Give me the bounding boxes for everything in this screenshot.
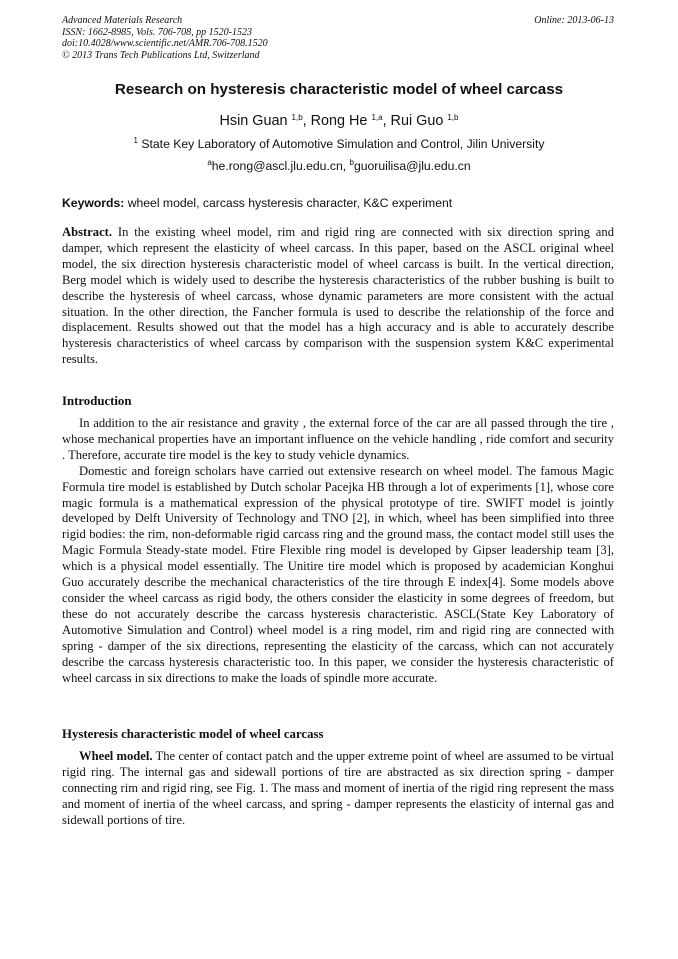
journal-issn: ISSN: 1662-8985, Vols. 706-708, pp 1520-1523 — [62, 26, 252, 38]
author-superscript: 1,b — [291, 113, 303, 122]
online-date: Online: 2013-06-13 — [534, 15, 614, 26]
introduction-heading: Introduction — [62, 394, 132, 408]
copyright-notice: © 2013 Trans Tech Publications Ltd, Switzerland — [62, 49, 260, 61]
introduction-paragraph: Domestic and foreign scholars have carried out extensive research on wheel model. The famous Magic Formula tire model is established by Dutch scholar Pacejka HB through a lot of experiments [1], whose core magic formula is a mathematical expression of the physical prototype of tire. SWIFT model is jointly developed by Delft University of Technology and TNO [2], in which, wheel has been simplified into three rigid bodies: the rim, non-deformable rigid carcass ring and the ground mass, the contact model still uses the Magic Formula Steady-state model. Ftire Flexible ring model is developed by Gipser leadership team [3], which is a physical model essentially. The Unitire tire model which is proposed by academician Konghui Guo accurately describe the mechanical characteristics of the tire through E index[4]. Some models above consider the wheel carcass as rigid body, the others consider the elasticity in some degrees of freedom, but these do not accurately describe the carcass hysteresis characteristic. ASCL(State Key Laboratory of Automotive Simulation and Control) wheel model is a ring model, rim and rigid ring are connected with spring - damper of the six directions, representing the elasticity of the carcass, which can not accurately describe the carcass hysteresis characteristic too. In this paper, we consider the hysteresis characteristic of wheel carcass in six directions to make the loads of spindle more accurate. — [62, 463, 614, 685]
affiliation-superscript: 1 — [133, 136, 138, 145]
author-emails — [62, 159, 616, 174]
author-superscript: 1,a — [371, 113, 383, 122]
author-superscript: 1,b — [447, 113, 459, 122]
abstract-paragraph — [62, 225, 614, 368]
affiliation — [62, 137, 616, 152]
email-superscript: a — [207, 158, 212, 167]
hysteresis-heading: Hysteresis characteristic model of wheel carcass — [62, 727, 324, 741]
introduction-section — [62, 416, 614, 686]
paper-title: Research on hysteresis characteristic model of wheel carcass — [114, 81, 564, 98]
author-name: , Rui Guo — [382, 113, 448, 129]
journal-doi: doi:10.4028/www.scientific.net/AMR.706-708.1520 — [62, 38, 268, 49]
email-address: he.rong@ascl.jlu.edu.cn, — [211, 159, 350, 173]
wheel-model-text: The center of contact patch and the upper extreme point of wheel are assumed to be virtual rigid ring. The internal gas and sidewall portions of tire are abstracted as six direction spring - damper connecting rim and rigid ring, see Fig. 1. The mass and moment of inertia of the rigid ring represent the mass and moment of inertia of the wheel carcass, and spring - damper represents the elasticity of internal gas and sidewall portions of tire. — [62, 749, 614, 827]
email-address: guoruilisa@jlu.edu.cn — [353, 159, 471, 173]
keywords-line — [62, 196, 616, 211]
wheel-model-label: Wheel model. — [79, 749, 153, 763]
author-name: , Rong He — [302, 113, 372, 129]
wheel-model-paragraph — [62, 749, 614, 829]
abstract-section — [62, 225, 614, 368]
author-list — [62, 112, 616, 130]
affiliation-text: State Key Laboratory of Automotive Simulation and Control, Jilin University — [138, 137, 545, 151]
keywords-text: wheel model, carcass hysteresis character, K&C experiment — [124, 196, 453, 210]
abstract-text: In the existing wheel model, rim and rigid ring are connected with six direction spring and damper, which represent the elasticity of wheel carcass. In this paper, based on the ASCL original wheel model, the six direction hysteresis characteristic model of wheel carcass is built. In the vertical direction, Berg model which is widely used to describe the hysteresis characteristics of the rubber bushing is built to describe the hysteresis of wheel carcass, whose dynamic parameters are more consistent with the actual situation. In the other direction, the Fancher formula is used to describe the relationship of the force and displacement. Results showed out that the model has a high accuracy and is able to accurately describe hysteresis characteristics of wheel carcass by comparison with the suspension system K&C experimental results. — [62, 225, 614, 367]
author-name: Hsin Guan — [219, 113, 292, 129]
email-superscript: b — [349, 158, 354, 167]
abstract-label: Abstract. — [62, 225, 113, 239]
journal-header — [62, 15, 462, 61]
journal-name: Advanced Materials Research — [62, 15, 183, 26]
keywords-label: Keywords: — [62, 196, 125, 210]
introduction-paragraph: In addition to the air resistance and gravity , the external force of the car are all passed through the tire , whose mechanical properties have an important influence on the vehicle handling , ride comfort and security . Therefore, accurate tire model is the key to study vehicle dynamics. — [62, 416, 614, 462]
hysteresis-section — [62, 749, 614, 829]
